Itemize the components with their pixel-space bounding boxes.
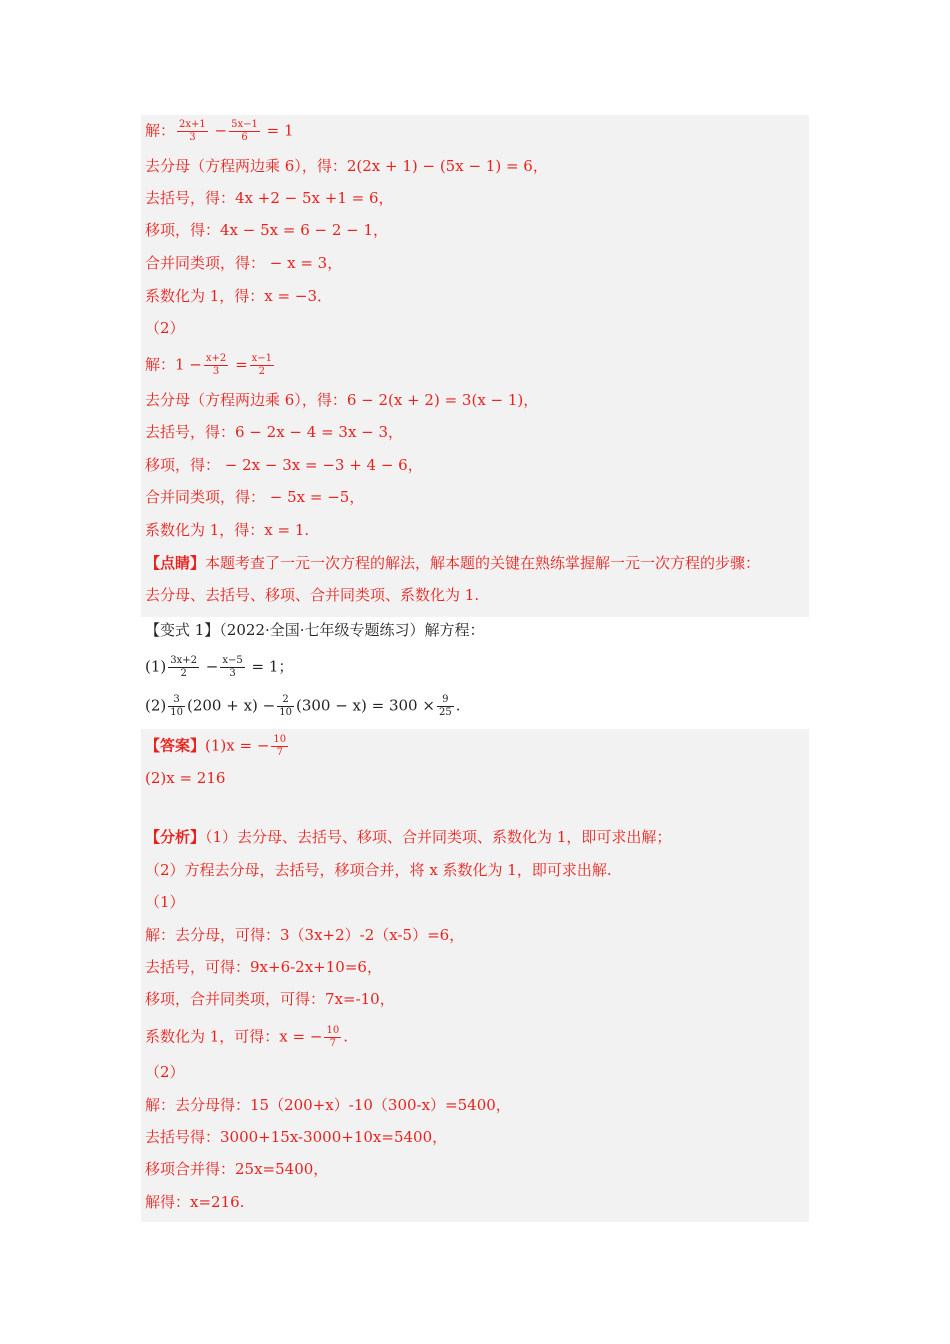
solution-line-3: 去括号，得：4x +2 − 5x +1 = 6，	[145, 189, 394, 207]
solution-line-9: 去分母（方程两边乘 6），得：6 − 2(x + 2) = 3(x − 1)，	[145, 391, 539, 409]
fraction: $\frac{3}{10}$	[170, 694, 183, 718]
solution-line-5: 合并同类项，得： − x = 3，	[145, 254, 343, 272]
solution-line-13: 系数化为 1，得：x = 1.	[145, 521, 310, 539]
analysis-line-12: 解得：x=216.	[145, 1193, 245, 1211]
fraction: $\frac{x-5}{3}$	[222, 655, 243, 679]
solution-line-12: 合并同类项，得： − 5x = −5，	[145, 488, 365, 506]
solution-line-1: 解： $\frac{2x+1}{3}$ − $\frac{5x-1}{6}$ = 1	[145, 119, 294, 143]
solution-line-10: 去括号，得：6 − 2x − 4 = 3x − 3，	[145, 423, 404, 441]
variant-question-2: (2) $\frac{3}{10}$ (200 + x) − $\frac{2}{10}$ (300 − x) = 300 × $\frac{9}{25}$ .	[145, 694, 461, 718]
solution-line-4: 移项，得：4x − 5x = 6 − 2 − 1，	[145, 221, 389, 239]
solution-line-6: 系数化为 1，得：x = −3．	[145, 287, 332, 305]
solution-line-11: 移项，得： − 2x − 3x = −3 + 4 − 6，	[145, 456, 423, 474]
fraction: $\frac{9}{25}$	[438, 694, 452, 718]
analysis-line-3: （1）	[145, 893, 185, 911]
fraction: $\frac{5x-1}{6}$	[231, 119, 258, 143]
comment-tag: 【点睛】	[145, 554, 206, 572]
analysis-line-4: 解：去分母，可得：3（3x+2）-2（x-5）=6，	[145, 926, 465, 944]
analysis-tag: 【分析】	[145, 828, 206, 846]
analysis-line-8: （2）	[145, 1063, 185, 1081]
fraction: $\frac{2x+1}{3}$	[179, 119, 206, 143]
analysis-line-2: （2）方程去分母，去括号，移项合并，将 x 系数化为 1，即可求出解.	[145, 861, 612, 879]
variant-title: 【变式 1】（2022·全国·七年级专题练习）解方程：	[145, 621, 485, 639]
analysis-line-10: 去括号得：3000+15x-3000+10x=5400，	[145, 1128, 448, 1146]
analysis-line-9: 解：去分母得：15（200+x）-10（300-x）=5400，	[145, 1096, 511, 1114]
comment-line-1: 【点睛】本题考查了一元一次方程的解法，解本题的关键在熟练掌握解一元一次方程的步骤：	[145, 554, 761, 572]
variant-question-1: (1) $\frac{3x+2}{2}$ − $\frac{x-5}{3}$ = 1；	[145, 655, 294, 679]
solution-line-7: （2）	[145, 319, 185, 337]
analysis-line-6: 移项，合并同类项，可得：7x=-10，	[145, 990, 395, 1008]
answer-tag: 【答案】	[145, 736, 206, 755]
answer-line-1: 【答案】(1)x = − $\frac{10}{7}$	[145, 734, 287, 758]
answer-line-2: (2)x = 216	[145, 769, 226, 787]
analysis-line-7: 系数化为 1，可得：x = − $\frac{10}{7}$ .	[145, 1025, 348, 1049]
comment-line-2: 去分母、去括号、移项、合并同类项、系数化为 1.	[145, 586, 480, 604]
analysis-line-5: 去括号，可得：9x+6-2x+10=6，	[145, 958, 382, 976]
fraction: $\frac{x+2}{3}$	[205, 353, 227, 377]
fraction: $\frac{10}{7}$	[273, 734, 287, 758]
analysis-line-11: 移项合并得：25x=5400，	[145, 1160, 329, 1178]
analysis-line-1: 【分析】（1）去分母、去括号、移项、合并同类项、系数化为 1，即可求出解；	[145, 828, 672, 846]
solution-line-8: 解：1 − $\frac{x+2}{3}$ = $\frac{x-1}{2}$	[145, 353, 273, 377]
fraction: $\frac{3x+2}{2}$	[170, 655, 197, 679]
solution-line-2: 去分母（方程两边乘 6），得：2(2x + 1) − (5x − 1) = 6，	[145, 157, 548, 175]
fraction: $\frac{2}{10}$	[279, 694, 292, 718]
fraction: $\frac{x-1}{2}$	[251, 353, 273, 377]
fraction: $\frac{10}{7}$	[326, 1025, 340, 1049]
